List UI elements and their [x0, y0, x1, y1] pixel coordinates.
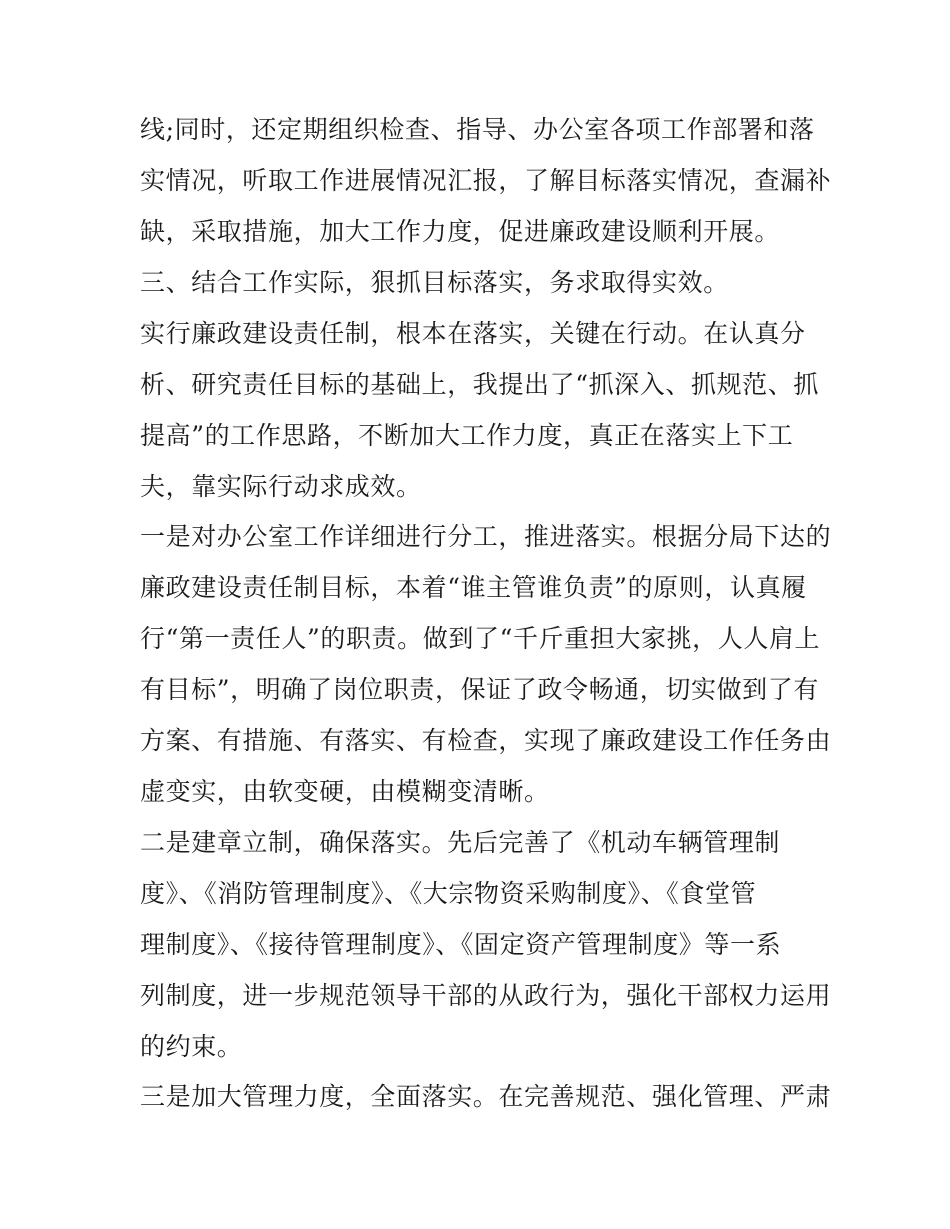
text-line: 提高”的工作思路，不断加大工作力度，真正在落实上下工 [140, 421, 794, 450]
text-line: 廉政建设责任制目标，本着“谁主管谁负责”的原则，认真履 [140, 573, 807, 602]
text-line: 的约束。 [140, 1032, 243, 1061]
text-line: 实情况，听取工作进展情况汇报，了解目标落实情况，查漏补 [140, 166, 832, 195]
text-line: 实行廉政建设责任制，根本在落实，关键在行动。在认真分 [140, 319, 806, 348]
text-line: 虚变实，由软变硬，由模糊变清晰。 [140, 777, 550, 806]
text-line: 缺，采取措施，加大工作力度，促进廉政建设顺利开展。 [140, 217, 781, 246]
text-line: 列制度，进一步规范领导干部的从政行为，强化干部权力运用 [140, 981, 832, 1010]
text-line: 夫，靠实际行动求成效。 [140, 472, 422, 501]
text-line: 一是对办公室工作详细进行分工，推进落实。根据分局下达的 [140, 522, 832, 551]
text-line: 方案、有措施、有落实、有检查，实现了廉政建设工作任务由 [140, 726, 832, 755]
text-line: 理制度》、《接待管理制度》、《固定资产管理制度》等一系 [140, 930, 782, 959]
text-line: 线;同时，还定期组织检查、指导、办公室各项工作部署和落 [140, 115, 815, 144]
text-line: 度》、《消防管理制度》、《大宗物资采购制度》、《食堂管 [140, 879, 757, 908]
text-line: 二是建章立制，确保落实。先后完善了《机动车辆管理制 [140, 828, 781, 857]
text-line: 有目标”，明确了岗位职责，保证了政令畅通，切实做到了有 [140, 675, 819, 704]
text-line: 析、研究责任目标的基础上，我提出了“抓深入、抓规范、抓 [140, 370, 819, 399]
text-line: 三是加大管理力度，全面落实。在完善规范、强化管理、严肃 [140, 1082, 832, 1111]
section-heading: 三、结合工作实际，狠抓目标落实，务求取得实效。 [140, 268, 729, 297]
text-line: 行“第一责任人”的职责。做到了“千斤重担大家挑，人人肩上 [140, 624, 821, 653]
